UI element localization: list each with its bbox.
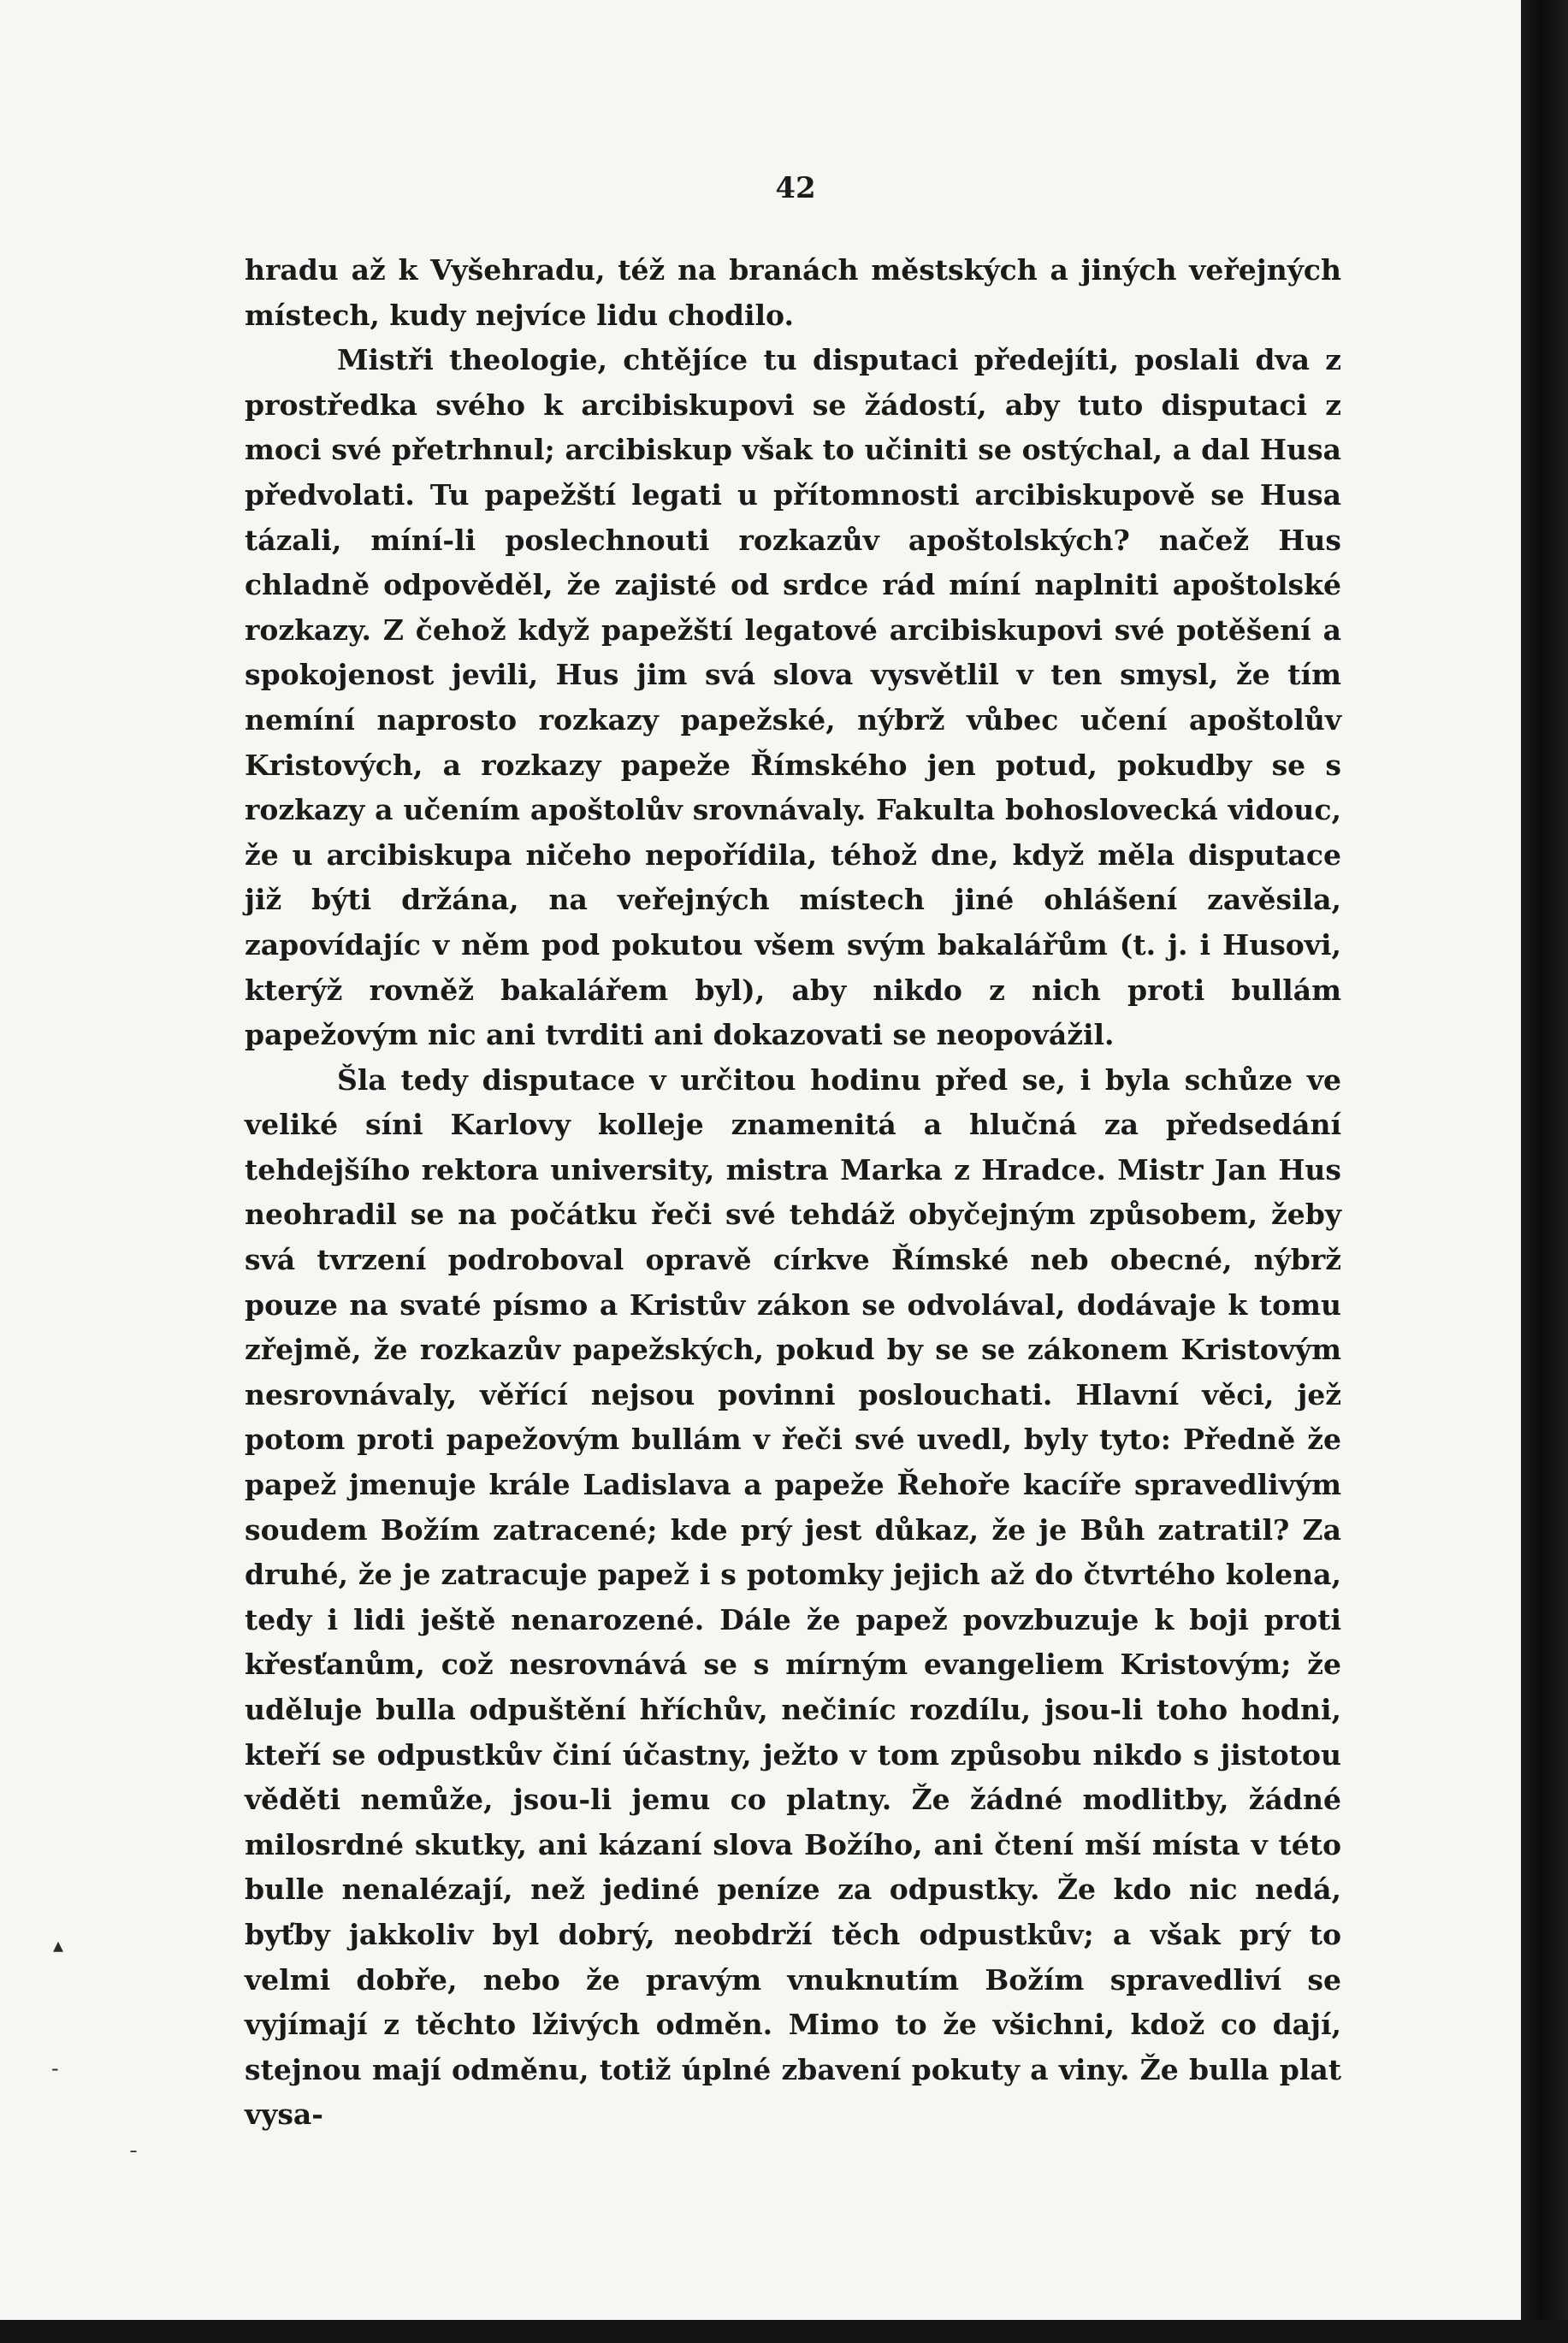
paragraph-2: Mistři theologie, chtějíce tu disputaci předejíti, poslali dva z prostředka svého k arcibiskupovi se žádostí, aby tuto disputaci z moci své přetrhnul; arcibiskup však to učiniti se ostýchal, a dal Husa předvolati. Tu papežští legati u přítomnosti arcibiskupově se Husa tázali, míní-li poslechnouti rozkazův apoštolských? načež Hus chladně odpověděl, že zajisté od srdce rád míní naplniti apoštolské rozkazy. Z čehož když papežští legatové arcibiskupovi své potěšení a spokojenost jevili, Hus jim svá slova vysvětlil v ten smysl, že tím nemíní naprosto rozkazy papežské, nýbrž vůbec učení apoštolův Kristových, a rozkazy papeže Římského jen potud, pokudby se s rozkazy a učením apoštolův srovnávaly. Fakulta bohoslovecká vidouc, že u arcibiskupa ničeho nepořídila, téhož dne, když měla disputace již býti držána, na veřejných místech jiné ohlášení zavěsila, zapovídajíc v něm pod pokutou všem svým bakalářům (t. j. i Husovi, kterýž rovněž bakalářem byl), aby nikdo z nich proti bullám papežovým nic ani tvrditi ani dokazovati se neopovážil. [245,343,1341,1052]
body-text [245,248,1341,2138]
page-number: 42 [775,171,816,205]
scan-right-edge [1521,0,1568,2343]
scan-bottom-edge [0,2320,1568,2343]
scan-speck-mark: ˉ [128,2147,139,2171]
scan-speck-mark: ▴ [53,1933,64,1957]
paragraph-1: hradu až k Vyšehradu, též na branách městských a jiných veřejných místech, kudy nejvíce lidu chodilo. [245,253,1341,332]
scan-speck-mark: - [51,2056,59,2080]
paragraph-3: Šla tedy disputace v určitou hodinu před se, i byla schůze ve veliké síni Karlovy kolleje znamenitá a hlučná za předsedání tehdejšího rektora university, mistra Marka z Hradce. Mistr Jan Hus neohradil se na počátku řeči své tehdáž obyčejným způsobem, žeby svá tvrzení podroboval opravě církve Římské neb obecné, nýbrž pouze na svaté písmo a Kristův zákon se odvolával, dodávaje k tomu zřejmě, že rozkazův papežských, pokud by se se zákonem Kristovým nesrovnávaly, věřící nejsou povinni poslouchati. Hlavní věci, jež potom proti papežovým bullám v řeči své uvedl, byly tyto: Předně že papež jmenuje krále Ladislava a papeže Řehoře kacíře spravedlivým soudem Božím zatracené; kde prý jest důkaz, že je Bůh zatratil? Za druhé, že je zatracuje papež i s potomky jejich až do čtvrtého kolena, tedy i lidi ještě nenarozené. Dále že papež povzbuzuje k boji proti křesťanům, což nesrovnává se s mírným evangeliem Kristovým; že uděluje bulla odpuštění hříchův, nečiníc rozdílu, jsou-li toho hodni, kteří se odpustkův činí účastny, ježto v tom způsobu nikdo s jistotou věděti nemůže, jsou-li jemu co platny. Že žádné modlitby, žádné milosrdné skutky, ani kázaní slova Božího, ani čtení mší místa v této bulle nenalézají, než jediné peníze za odpustky. Že kdo nic nedá, byťby jakkoliv byl dobrý, neobdrží těch odpustkův; a však prý to velmi dobře, nebo že pravým vnuknutím Božím spravedliví se vyjímají z těchto lživých odměn. Mimo to že všichni, kdož co dají, stejnou mají odměnu, totiž úplné zbavení pokuty a viny. Že bulla plat vysa- [245,1062,1341,2132]
